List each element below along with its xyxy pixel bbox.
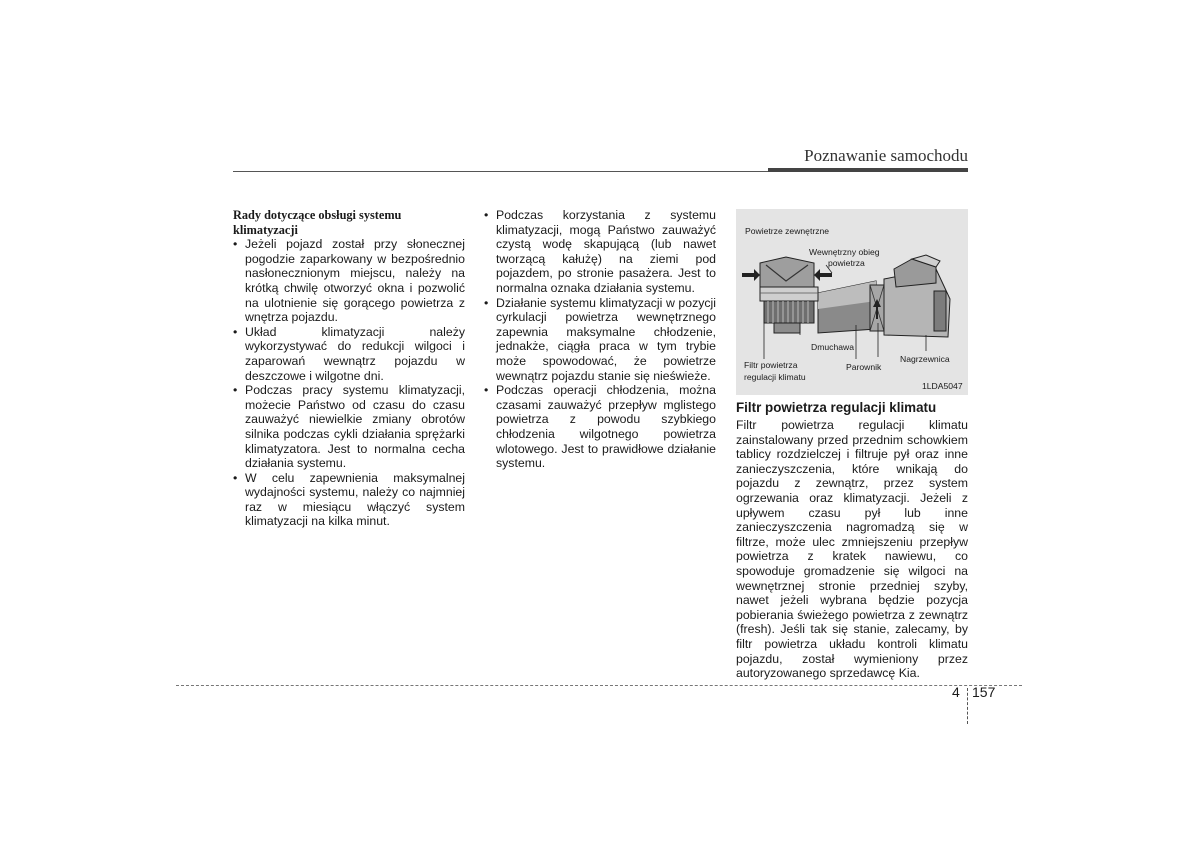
figure-code: 1LDA5047: [922, 381, 963, 391]
text-column-right: [736, 400, 968, 681]
filter-label-line1: Filtr powietrza: [744, 360, 798, 370]
section-heading: Rady dotyczące obsługi systemu klimatyzacji: [233, 208, 402, 237]
list-item: • Działanie systemu klimatyzacji w pozycji cyrkulacji powietrza wewnętrznego zapewnia maksymalne chłodzenie, jednakże, ciągła praca w tym trybie może spowodować, że powietrze wewnątrz pojazdu stanie się nieświeże.: [484, 296, 716, 384]
text-column-left: [233, 208, 465, 529]
list-item: • W celu zapewnienia maksymalnej wydajności systemu, należy co najmniej raz w miesiącu włączyć system klimatyzacji na kilka minut.: [233, 471, 465, 529]
header-rule-accent: [768, 168, 968, 172]
blower-label: Dmuchawa: [811, 342, 854, 352]
recirc-label-line2: powietrza: [828, 258, 865, 268]
chapter-title: Poznawanie samochodu: [804, 146, 968, 165]
footer-divider: [967, 688, 968, 724]
text-column-middle: [484, 208, 716, 471]
chapter-number: 4: [952, 684, 960, 700]
tips-list: [484, 208, 716, 471]
filter-heading: Filtr powietrza regulacji klimatu: [736, 400, 937, 415]
recirc-label-line1: Wewnętrzny obieg: [809, 247, 880, 257]
tips-list: [233, 237, 465, 529]
list-item: • Jeżeli pojazd został przy słonecznej pogodzie zaparkowany w bezpośrednio nasłonecznionym miejscu, należy na krótką chwilę otworzyć okna i pozwolić na ulotnienie się gorącego powietrza z wnętrza pojazdu.: [233, 237, 465, 325]
list-item: • Podczas operacji chłodzenia, można czasami zauważyć przepływ mglistego powietrza z powodu szybkiego chłodzenia wilgotnego powietrza wlotowego. Jest to prawidłowe działanie systemu.: [484, 383, 716, 471]
evaporator-label: Parownik: [846, 362, 882, 372]
outside-air-label: Powietrze zewnętrzne: [745, 226, 830, 236]
header-rule: [233, 171, 768, 172]
heater-label: Nagrzewnica: [900, 354, 950, 364]
climate-filter-figure: [736, 209, 968, 395]
list-item: • Układ klimatyzacji należy wykorzystywać do redukcji wilgoci i zaparowań wewnątrz pojazdu w deszczowe i wilgotne dni.: [233, 325, 465, 383]
page-number: 157: [972, 684, 996, 700]
filter-label-line2: regulacji klimatu: [744, 372, 806, 382]
footer-rule: [176, 685, 1022, 686]
filter-paragraph: Filtr powietrza regulacji klimatu zainstalowany przed przednim schowkiem tablicy rozdzielczej i filtruje pył oraz inne zanieczyszczenia, które wnikają do pojazdu z zewnątrz, przez system ogrzewania oraz klimatyzacji. Jeżeli z upływem czasu pył lub inne zanieczyszczenia nagromadzą się w filtrze, może ulec zmniejszeniu przepływ powietrza z kratek nawiewu, co spowoduje gromadzenie się wilgoci na wewnętrznej stronie przedniej szyby, nawet jeżeli wybrana będzie pozycja pobierania świeżego powietrza z zewnątrz (fresh). Jeśli tak się stanie, zalecamy, by filtr powietrza układu kontroli klimatu pojazdu, został wymieniony przez autoryzowanego sprzedawcę Kia.: [736, 418, 968, 681]
list-item: • Podczas korzystania z systemu klimatyzacji, mogą Państwo zauważyć czystą wodę skapującą (lub nawet tworzącą kałużę) na ziemi pod pojazdem, po stronie pasażera. Jest to normalna oznaka działania systemu.: [484, 208, 716, 296]
list-item: • Podczas pracy systemu klimatyzacji, możecie Państwo od czasu do czasu zauważyć niewielkie zmiany obrotów silnika podczas cykli działania sprężarki klimatyzatora. Jest to normalna cecha działania systemu.: [233, 383, 465, 471]
